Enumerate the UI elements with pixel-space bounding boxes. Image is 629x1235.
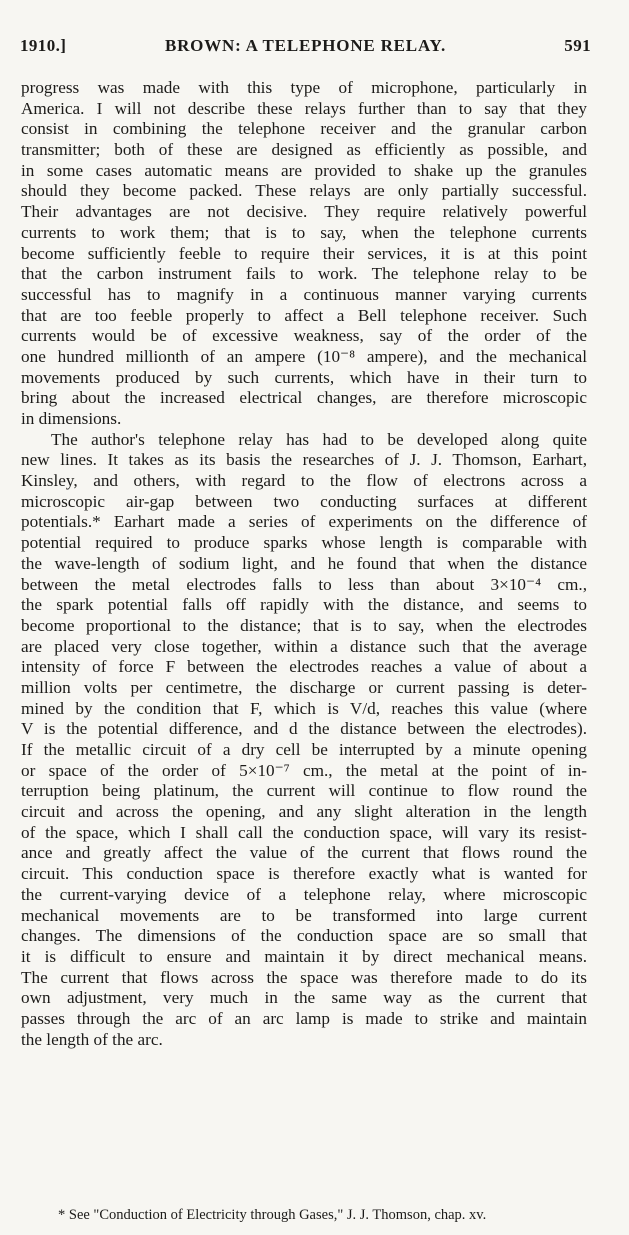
text-line: that the carbon instrument fails to work. The telephone relay to be	[21, 264, 587, 284]
text-line: are placed very close together, within a distance such that the average	[21, 636, 587, 656]
text-line: the spark potential falls off rapidly with the distance, and seems to	[21, 595, 587, 615]
page-number: 591	[564, 36, 591, 55]
text-line: The author's telephone relay has had to be developed along quite	[51, 429, 587, 449]
text-line: currents would be of excessive weakness, say of the order of the	[21, 326, 587, 346]
text-line: mechanical movements are to be transformed into large current	[21, 905, 587, 925]
text-line: transmitter; both of these are designed as efficiently as possible, and	[21, 140, 587, 160]
text-line: currents to work them; that is to say, when the telephone currents	[21, 222, 587, 242]
text-line: or space of the order of 5×10⁻⁷ cm., the metal at the point of in-	[21, 760, 587, 780]
text-line: consist in combining the telephone receiver and the granular carbon	[21, 119, 587, 139]
text-line: in some cases automatic means are provided to shake up the granules	[21, 160, 587, 180]
running-head	[20, 36, 591, 60]
text-line: million volts per centimetre, the discharge or current passing is deter-	[21, 677, 587, 697]
text-line: intensity of force F between the electrodes reaches a value of about a	[21, 657, 587, 677]
text-line: bring about the increased electrical changes, are therefore microscopic	[21, 388, 587, 408]
text-line: passes through the arc of an arc lamp is made to strike and maintain	[21, 1008, 587, 1028]
text-line: America. I will not describe these relays further than to say that they	[21, 98, 587, 118]
text-line: one hundred millionth of an ampere (10⁻⁸ ampere), and the mechanical	[21, 346, 587, 366]
text-line: that are too feeble properly to affect a Bell telephone receiver. Such	[21, 305, 587, 325]
text-line: circuit. This conduction space is therefore exactly what is wanted for	[21, 864, 587, 884]
text-line: circuit and across the opening, and any slight alteration in the length	[21, 802, 587, 822]
text-line: the length of the arc.	[21, 1029, 163, 1049]
text-line: between the metal electrodes falls to less than about 3×10⁻⁴ cm.,	[21, 574, 587, 594]
text-line: Kinsley, and others, with regard to the flow of electrons across a	[21, 471, 587, 491]
text-line: Their advantages are not decisive. They require relatively powerful	[21, 202, 587, 222]
text-line: changes. The dimensions of the conduction space are so small that	[21, 926, 587, 946]
text-line: should they become packed. These relays are only partially successful.	[21, 181, 587, 201]
text-line: ance and greatly affect the value of the current that flows round the	[21, 843, 587, 863]
running-head-title: BROWN: A TELEPHONE RELAY.	[164, 36, 447, 55]
running-head-year: 1910.]	[20, 36, 67, 55]
text-line: the wave-length of sodium light, and he found that when the distance	[21, 553, 587, 573]
text-line: successful has to magnify in a continuous manner varying currents	[21, 284, 587, 304]
text-line: progress was made with this type of microphone, particularly in	[21, 78, 587, 97]
text-line: become proportional to the distance; that is to say, when the electrodes	[21, 615, 587, 635]
text-line: in dimensions.	[21, 409, 122, 428]
text-line: it is difficult to ensure and maintain it by direct mechanical means.	[21, 946, 587, 966]
footnote: * See "Conduction of Electricity through Gases," J. J. Thomson, chap. xv.	[58, 1207, 487, 1223]
text-line: become sufficiently feeble to require their services, it is at this point	[21, 243, 587, 263]
text-line: movements produced by such currents, which have in their turn to	[21, 367, 587, 387]
text-line: mined by the condition that F, which is V/d, reaches this value (where	[21, 698, 587, 718]
text-line: The current that flows across the space was therefore made to do its	[21, 967, 587, 987]
text-line: potentials.* Earhart made a series of experiments on the difference of	[21, 512, 587, 532]
text-line: new lines. It takes as its basis the researches of J. J. Thomson, Earhart,	[21, 450, 587, 470]
text-line: own adjustment, very much in the same way as the current that	[21, 988, 587, 1008]
text-line: the current-varying device of a telephone relay, where microscopic	[21, 884, 587, 904]
paragraph-2	[21, 430, 587, 1051]
text-line: microscopic air-gap between two conducting surfaces at different	[21, 491, 587, 511]
body-text	[21, 78, 587, 1050]
text-line: terruption being platinum, the current will continue to flow round the	[21, 781, 587, 801]
paragraph-1	[21, 78, 587, 430]
text-line: If the metallic circuit of a dry cell be interrupted by a minute opening	[21, 740, 587, 759]
text-line: potential required to produce sparks whose length is comparable with	[21, 533, 587, 553]
text-line: V is the potential difference, and d the distance between the electrodes).	[21, 719, 587, 739]
text-line: of the space, which I shall call the conduction space, will vary its resist-	[21, 822, 587, 842]
